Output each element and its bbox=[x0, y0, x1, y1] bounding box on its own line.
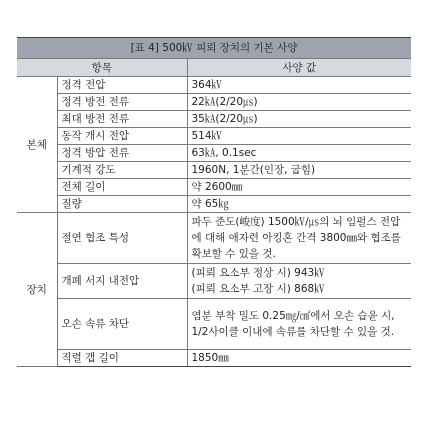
row-item: 오손 속류 차단 bbox=[57, 299, 187, 350]
row-item: 최대 방전 전류 bbox=[57, 111, 187, 128]
row-spec: 1850㎜ bbox=[187, 350, 411, 367]
row-item: 개폐 서지 내전압 bbox=[57, 264, 187, 299]
row-spec: 1960N, 1분간(인장, 굽힘) bbox=[187, 162, 411, 179]
row-spec: 염분 부착 밀도 0.25㎎/㎠에서 오손 습윤 시, 1/2사이클 이내에 속류를 차단할 수 있을 것. bbox=[187, 299, 411, 350]
row-spec: 22㎄(2/20㎲) bbox=[187, 94, 411, 111]
spec-table bbox=[17, 37, 411, 367]
header-item: 항목 bbox=[17, 59, 187, 77]
row-spec: 514㎸ bbox=[187, 128, 411, 145]
row-item: 전체 길이 bbox=[57, 179, 187, 196]
row-spec: 약 2600㎜ bbox=[187, 179, 411, 196]
row-spec: 63㎄, 0.1sec bbox=[187, 145, 411, 162]
row-item: 질량 bbox=[57, 196, 187, 213]
row-item: 정격 전압 bbox=[57, 77, 187, 94]
row-spec: 364㎸ bbox=[187, 77, 411, 94]
table-title: [표 4] 500㎸ 피뢰 장치의 기본 사양 bbox=[17, 38, 411, 59]
row-item: 동작 개시 전압 bbox=[57, 128, 187, 145]
spec-table-container bbox=[17, 37, 411, 367]
category-device: 장치 bbox=[17, 213, 57, 367]
row-item: 정격 방압 전류 bbox=[57, 145, 187, 162]
row-item: 기계적 강도 bbox=[57, 162, 187, 179]
row-spec: (피뢰 요소부 정상 시) 943㎸ (피뢰 요소부 고장 시) 868㎸ bbox=[187, 264, 411, 299]
row-item: 직렬 갭 길이 bbox=[57, 350, 187, 367]
row-item: 절연 협조 특성 bbox=[57, 213, 187, 264]
category-body: 본체 bbox=[17, 77, 57, 213]
row-item: 정격 방전 전류 bbox=[57, 94, 187, 111]
row-spec: 파두 준도(峻度) 1500㎸/㎲의 뇌 임펄스 전압에 대해 애자련 아킹혼 간격 3800㎜와 협조를 확보할 수 있을 것. bbox=[187, 213, 411, 264]
header-spec: 사양 값 bbox=[187, 59, 411, 77]
row-spec: 35㎄(2/20㎲) bbox=[187, 111, 411, 128]
row-spec: 약 65㎏ bbox=[187, 196, 411, 213]
